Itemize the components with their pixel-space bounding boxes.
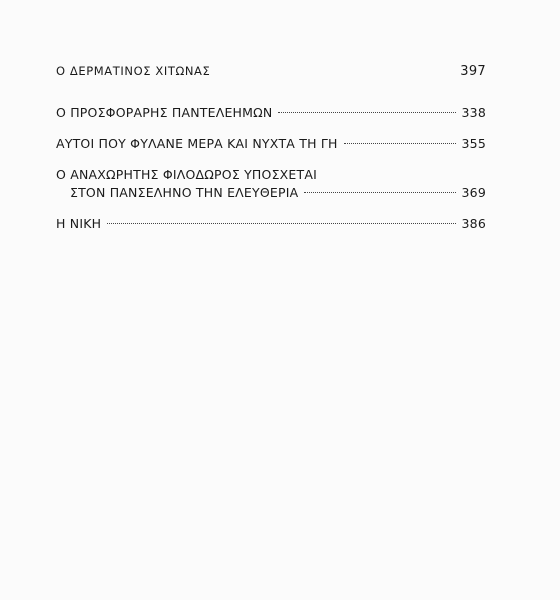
- toc-entry-page: 355: [461, 136, 486, 151]
- toc-entry-page: 369: [461, 185, 486, 200]
- toc-entry: [56, 135, 486, 153]
- toc-entry: [56, 166, 486, 202]
- toc-line: [56, 104, 486, 122]
- toc-entry-page: 338: [461, 105, 486, 120]
- running-title: Ο ΔΕΡΜΑΤΙΝΟΣ ΧΙΤΩΝΑΣ: [56, 64, 211, 78]
- toc-entry-title: ΑΥΤΟΙ ΠΟΥ ΦΥΛΑΝΕ ΜΕΡΑ ΚΑΙ ΝΥΧΤΑ ΤΗ ΓΗ: [56, 136, 338, 151]
- toc-entry: [56, 104, 486, 122]
- toc-entry-page: 386: [461, 216, 486, 231]
- toc-line: [56, 215, 486, 233]
- toc-line-continuation: [56, 184, 486, 202]
- toc-entry-title: Ο ΑΝΑΧΩΡΗΤΗΣ ΦΙΛΟΔΩΡΟΣ ΥΠΟΣΧΕΤΑΙ: [56, 167, 317, 182]
- toc-entry: [56, 215, 486, 233]
- dot-leader: [304, 192, 455, 193]
- table-of-contents: [56, 104, 486, 246]
- dot-leader: [344, 143, 456, 144]
- toc-entry-title: Ο ΠΡΟΣΦΟΡΑΡΗΣ ΠΑΝΤΕΛΕΗΜΩΝ: [56, 105, 273, 120]
- dot-leader: [278, 112, 455, 113]
- toc-entry-title: Η ΝΙΚΗ: [56, 216, 102, 231]
- page-number: 397: [460, 64, 486, 79]
- toc-entry-title-continued: ΣΤΟΝ ΠΑΝΣΕΛΗΝΟ ΤΗΝ ΕΛΕΥΘΕΡΙΑ: [70, 185, 299, 200]
- dot-leader: [107, 223, 455, 224]
- running-head: [56, 64, 486, 79]
- toc-line: [56, 166, 486, 184]
- toc-line: [56, 135, 486, 153]
